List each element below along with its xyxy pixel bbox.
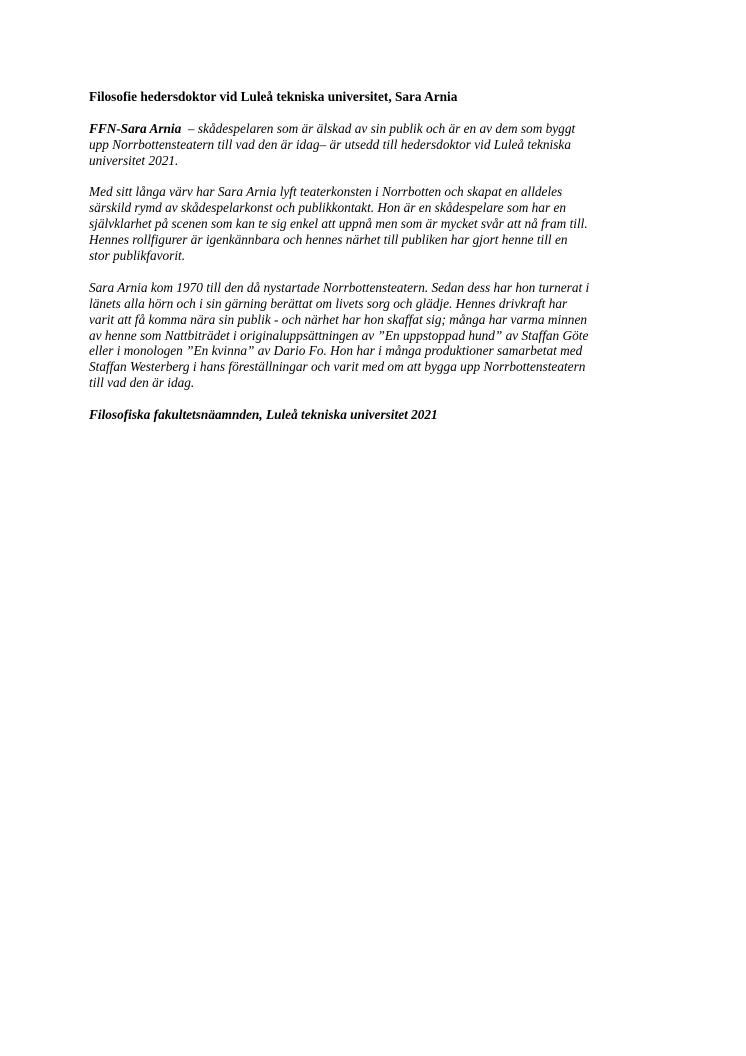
paragraph-history (89, 280, 669, 391)
intro-paragraph (89, 121, 669, 169)
intro-line: universitet 2021. (89, 152, 179, 168)
paragraph-line: Hennes rollfigurer är igenkännbara och hennes närhet till publiken har gjort henne till en (89, 232, 568, 248)
paragraph-line: Staffan Westerberg i hans föreställningar och varit med om att bygga upp Norrbottensteatern (89, 359, 586, 375)
intro-line: upp Norrbottensteatern till vad den är idag– är utsedd till hedersdoktor vid Luleå tekniska (89, 136, 571, 152)
paragraph-line: av henne som Nattbiträdet i originaluppsättningen av ”En uppstoppad hund” av Staffan Göte (89, 327, 589, 343)
intro-line-text: – skådespelaren som är älskad av sin publik och är en av dem som byggt (181, 120, 576, 136)
document-body (89, 89, 669, 423)
paragraph-line: till vad den är idag. (89, 375, 195, 391)
paragraph-line: eller i monologen ”En kvinna” av Dario Fo. Hon har i många produktioner samarbetat med (89, 343, 583, 359)
paragraph-line: självklarhet på scenen som kan te sig enkel att uppnå men som är mycket svår att nå fram till. (89, 216, 588, 232)
intro-lead-name: FFN-Sara Arnia (89, 120, 182, 136)
paragraph-line: Med sitt långa värv har Sara Arnia lyft teaterkonsten i Norrbotten och skapat en alldeles (89, 184, 563, 200)
document-title: Filosofie hedersdoktor vid Luleå tekniska universitet, Sara Arnia (89, 89, 458, 104)
paragraph-line: Sara Arnia kom 1970 till den då nystartade Norrbottensteatern. Sedan dess har hon turnerat i (89, 279, 590, 295)
paragraph-line: länets alla hörn och i sin gärning berättat om livets sorg och glädje. Hennes drivkraft har (89, 295, 568, 311)
intro-line (89, 121, 669, 137)
paragraph-line: stor publikfavorit. (89, 248, 186, 264)
paragraph-career (89, 184, 669, 264)
paragraph-line: särskild rymd av skådespelarkonst och publikkontakt. Hon är en skådespelare som har en (89, 200, 567, 216)
closing-signature: Filosofiska fakultetsnäamnden, Luleå tekniska universitet 2021 (89, 407, 438, 423)
paragraph-line: varit att få komma nära sin publik - och närhet har hon skaffat sig; många har varma minnen (89, 311, 587, 327)
